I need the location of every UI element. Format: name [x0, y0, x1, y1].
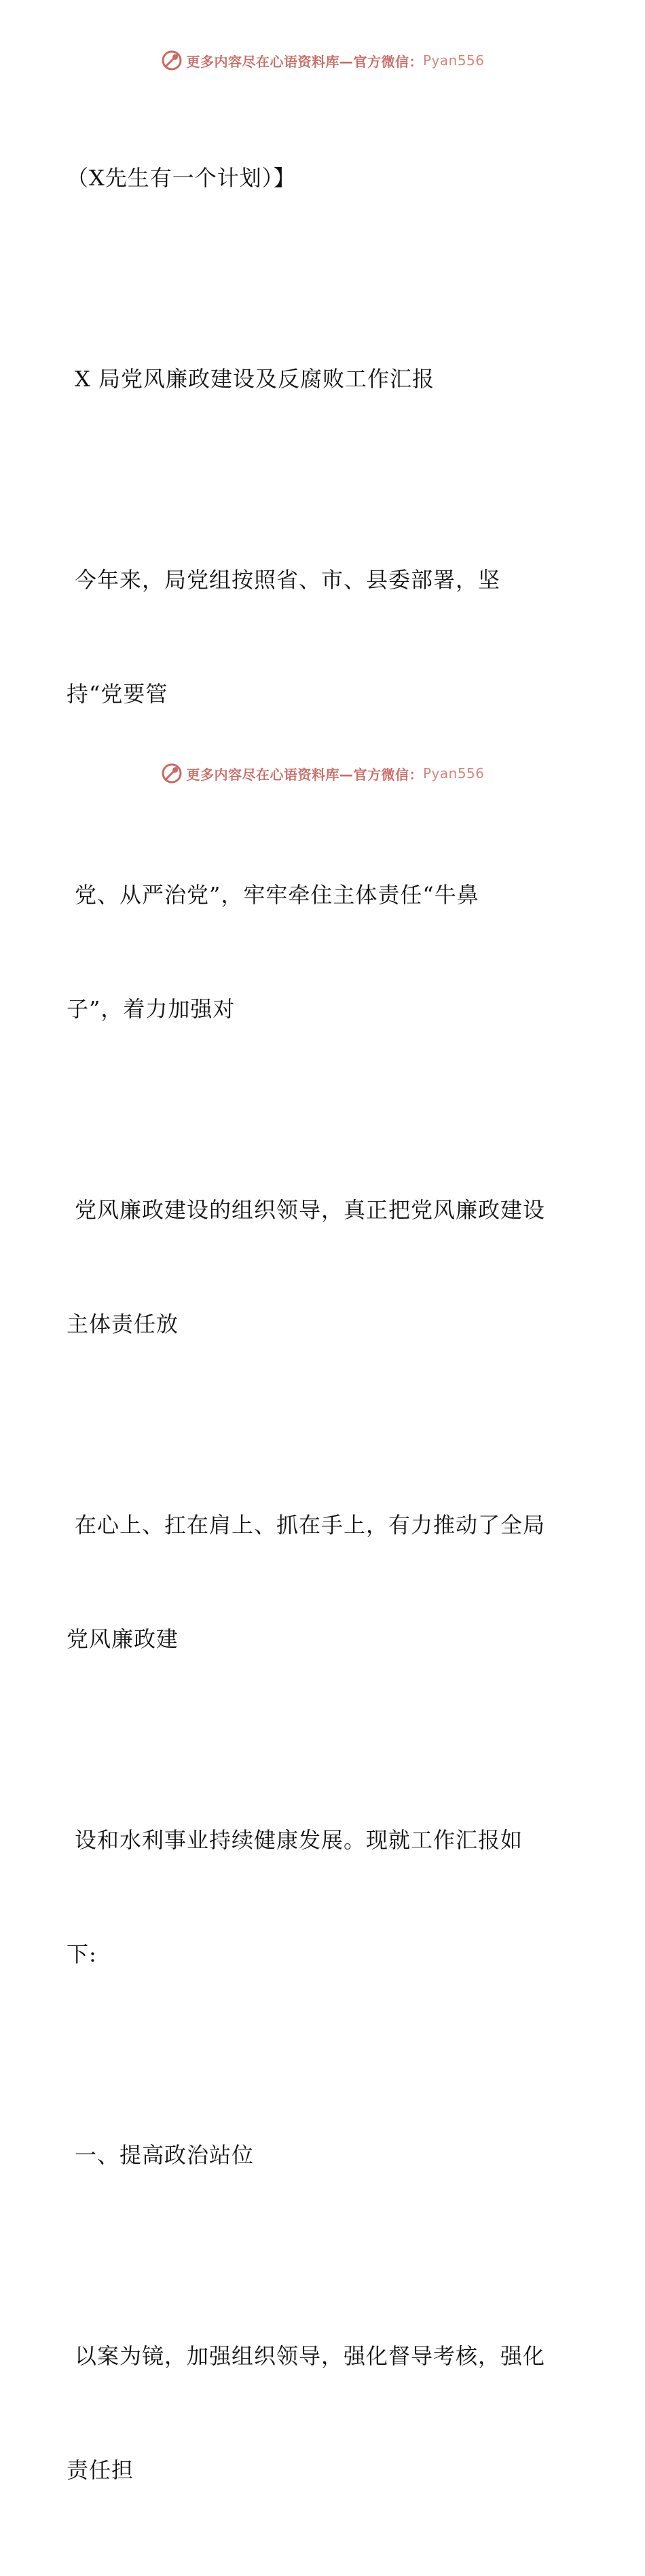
paragraph-line: 今年来，局党组按照省、市、县委部署，坚	[75, 567, 501, 593]
paragraph-line: 党风廉政建设的组织领导，真正把党风廉政建设	[75, 1197, 546, 1223]
paragraph-line: 下:	[67, 1941, 97, 1967]
paragraph	[67, 83, 569, 273]
paragraph-line: 以案为镜，加强组织领导，强化督导考核，强化	[75, 2343, 546, 2369]
paragraph	[67, 800, 569, 1104]
paragraph	[67, 1115, 569, 1419]
paragraph-line: 党、从严治党”，牢牢牵住主体责任“牛鼻	[75, 882, 479, 908]
paragraph-line: 责任担	[67, 2457, 134, 2483]
paragraph-line: 持“党要管	[67, 681, 168, 707]
watermark-logo-icon	[160, 762, 183, 785]
document-body	[67, 83, 569, 2576]
watermark-text: 更多内容尽在心语资料库—官方微信：	[186, 53, 423, 70]
paragraph-line: X 局党风廉政建设及反腐败工作汇报	[75, 366, 435, 392]
watermark-footer	[0, 762, 645, 785]
document-title	[67, 284, 569, 474]
paragraph-line: 设和水利事业持续健康发展。现就工作汇报如	[75, 1827, 523, 1853]
paragraph	[67, 485, 569, 789]
watermark-header	[0, 49, 645, 72]
paragraph	[67, 1430, 569, 1734]
paragraph-line: 在心上、扛在肩上、抓在手上，有力推动了全局	[75, 1512, 546, 1538]
watermark-text: 更多内容尽在心语资料库—官方微信：	[186, 766, 423, 783]
paragraph-line: 一、提高政治站位	[75, 2142, 255, 2168]
paragraph	[67, 2261, 569, 2565]
paragraph-line: 党风廉政建	[67, 1626, 179, 1652]
paragraph-line: （X先生有一个计划）】	[67, 165, 296, 191]
watermark-id: Pyan556	[422, 765, 485, 781]
paragraph	[67, 1745, 569, 2049]
paragraph-line: 主体责任放	[67, 1311, 179, 1337]
paragraph-line: 子”，着力加强对	[67, 996, 236, 1022]
watermark-logo-icon	[160, 49, 183, 72]
watermark-id: Pyan556	[422, 52, 485, 69]
section-heading	[67, 2060, 569, 2250]
